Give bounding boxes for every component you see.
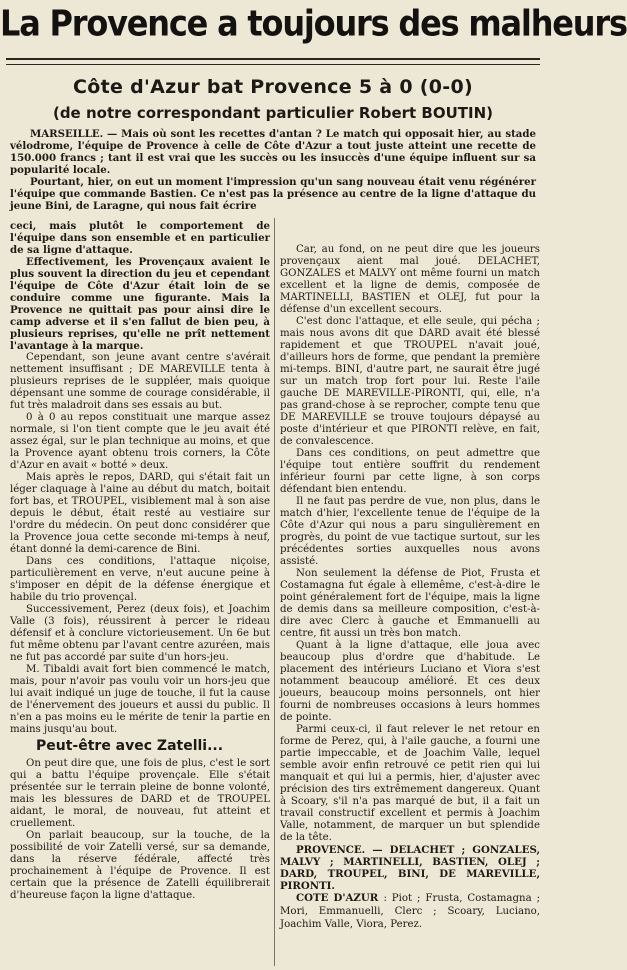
left-paragraph: On parlait beaucoup, sur la touche, de la possibilité de voir Zatelli versé, sur sa demande, dans la réserve fédérale, affecté très prochainement à l'équipe de Provence. Il est certain que la présence de Zatelli équilibrerait d'heureuse façon la ligne d'attaque. bbox=[10, 830, 270, 901]
team-name: PROVENCE. bbox=[296, 844, 366, 856]
right-paragraph: C'est donc l'attaque, et elle seule, qui pécha ; mais nous avons dit que DARD avait été blessé rapidement et que TROUPEL n'avait joué, d'ailleurs hors de forme, que pendant la première mi-temps. BINI, d'autre part, ne saurait être jugé sur un match trop fort pour lui. Reste l'aile gauche DE MAREVILLE-PIRONTI, qui, elle, n'a pas grand-chose à se reprocher, compte tenu que DE MAREVILLE se trouve toujours dépaysé au poste d'intérieur et que PIRONTI relève, en fait, de convalescence. bbox=[280, 316, 540, 447]
intro-paragraph: MARSEILLE. — Mais où sont les recettes d'antan ? Le match qui opposait hier, au stade vélodrome, l'équipe de Provence à celle de Côte d'Azur a tout juste atteint une recette de 150.000 francs ; tant il est vrai que les succès ou les insuccès d'une équipe influent sur sa popularité locale. bbox=[10, 128, 536, 176]
right-paragraph: Quant à la ligne d'attaque, elle joua avec beaucoup plus d'ordre que d'habitude. Le placement des intérieurs Luciano et Viora s'est notamment beaucoup amélioré. Et ces deux joueurs, beaucoup moins personnels, ont hier fourni de nombreuses occasions à leurs hommes de pointe. bbox=[280, 640, 540, 723]
lineup-cote-azur bbox=[280, 892, 540, 931]
section-heading: Peut-être avec Zatelli... bbox=[36, 738, 224, 754]
left-paragraph: M. Tibaldi avait fort bien commencé le match, mais, pour n'avoir pas voulu voir un hors-jeu que lui avait indiqué un juge de touche, il fut la cause de l'énervement des joueurs et aussi du public. Il n'en a pas moins eu le mérite de tenir la partie en mains jusqu'au bout. bbox=[10, 664, 270, 735]
intro-paragraphs bbox=[10, 128, 536, 212]
intro-paragraph: Pourtant, hier, on eut un moment l'impression qu'un sang nouveau était venu régénérer l'équipe que commande Bastien. Ce n'est pas la présence au centre de la ligne d'attaque du jeune Bini, de Laragne, qui nous fait écrire bbox=[10, 176, 536, 212]
lineup-provence bbox=[280, 844, 540, 892]
subheadline: Côte d'Azur bat Provence 5 à 0 (0-0) bbox=[73, 76, 473, 98]
left-paragraph: On peut dire que, une fois de plus, c'est le sort qui a battu l'équipe provençale. Elle s'était présentée sur le terrain pleine de bonne volonté, mais les blessures de DARD et de TROUPEL aidant, le moral, de nouveau, fut atteint et cruellement. bbox=[10, 758, 270, 829]
left-box-paragraph: ceci, mais plutôt le comportement de l'équipe dans son ensemble et en particulier de sa ligne d'attaque. bbox=[10, 220, 270, 256]
right-paragraph: Car, au fond, on ne peut dire que les joueurs provençaux aient mal joué. DELACHET, GONZALES et MALVY ont même fourni un match excellent et la ligne de demis, composée de MARTINELLI, BASTIEN et OLEJ, fut pour la défense d'un excellent secours. bbox=[280, 244, 540, 315]
left-paragraph: Dans ces conditions, l'attaque niçoise, particulièrement en verve, n'eut aucune peine à s'imposer en dépit de la défense énergique et habile du trio provençal. bbox=[10, 556, 270, 603]
right-paragraph: Il ne faut pas perdre de vue, non plus, dans le match d'hier, l'excellente tenue de l'équipe de la Côte d'Azur qui nous a paru singulièrement en progrès, du point de vue tactique surtout, sur les précédentes sorties auxquelles nous avons assisté. bbox=[280, 496, 540, 567]
right-paragraph: Non seulement la défense de Piot, Frusta et Costamagna fut égale à ellemême, c'est-à-dire le point généralement fort de l'équipe, mais la ligne de demis dans sa meilleure composition, c'est-à-dire avec Clerc à gauche et Emmanuelli au centre, fit aussi un très bon match. bbox=[280, 568, 540, 639]
byline: (de notre correspondant particulier Robert BOUTIN) bbox=[52, 104, 494, 122]
left-column bbox=[10, 220, 270, 902]
left-paragraph: 0 à 0 au repos constituait une marque assez normale, si l'on tient compte que le jeu avait été assez égal, sur le plan technique au moins, et que la Provence ayant obtenu trois corners, la Côte d'Azur en avait « botté » deux. bbox=[10, 412, 270, 471]
right-paragraph: Parmi ceux-ci, il faut relever le net retour en forme de Perez, qui, à l'aile gauche, a fourni une partie impeccable, et de Joachim Valle, lequel semble avoir enfin retrouvé ce petit rien qui lui manquait et qui lui a permis, hier, d'ajuster avec précision des tirs extrêmement dangereux. Quant à Scoary, s'il n'a pas marqué de but, il a fait un travail constructif excellent et permis à Joachim Valle, notamment, de marquer un but splendide de la tête. bbox=[280, 724, 540, 843]
left-paragraph: Mais après le repos, DARD, qui s'était fait un léger claquage à l'aine au début du match, boitait fort bas, et TROUPEL, visiblement mal à son aise depuis le début, était resté au vestiaire sur l'ordre du médecin. On peut donc considérer que la Provence joua cette seconde mi-temps à neuf, étant donné la demi-carence de Bini. bbox=[10, 472, 270, 555]
left-paragraph: Successivement, Perez (deux fois), et Joachim Valle (3 fois), réussirent à percer le rideau défensif et à conclure victorieusement. Un 6e but fut même obtenu par l'avant centre azuréen, mais ne fut pas accordé par suite d'un hors-jeu. bbox=[10, 604, 270, 663]
lineups bbox=[280, 844, 540, 931]
left-box-paragraph: Effectivement, les Provençaux avaient le plus souvent la direction du jeu et cependant l'équipe de Côte d'Azur était loin de se conduire comme une figurante. Mais la Provence ne quittait pas pour ainsi dire le camp adverse et il s'en fallut de bien peu, à plusieurs reprises, qu'elle ne prît nettement l'avantage à la marque. bbox=[10, 256, 270, 352]
left-paragraph: Cependant, son jeune avant centre s'avérait nettement insuffisant ; DE MAREVILLE tenta à plusieurs reprises de le suppléer, mais quoique dépensant une somme de courage considérable, il fut très maladroit dans ses essais au but. bbox=[10, 352, 270, 411]
headline-rule bbox=[6, 58, 540, 60]
right-paragraph: Dans ces conditions, on peut admettre que l'équipe tout entière souffrit du rendement inférieur fourni par cette ligne, à son corps défendant bien entendu. bbox=[280, 448, 540, 495]
team-players: — DELACHET ; GONZALES, MALVY ; MARTINELLI, BASTIEN, OLEJ ; DARD, TROUPEL, BINI, DE MAREVILLE, PIRONTI. bbox=[280, 844, 540, 892]
right-column bbox=[280, 244, 540, 931]
team-players: : Piot ; Frusta, Costamagna ; Mori, Emmanuelli, Clerc ; Scoary, Luciano, Joachim Valle, Viora, Perez. bbox=[280, 893, 540, 930]
headline-rule-thin bbox=[6, 64, 540, 65]
team-name: COTE D'AZUR bbox=[296, 892, 379, 904]
headline: La Provence a toujours des malheurs bbox=[0, 1, 627, 45]
left-box bbox=[10, 220, 270, 352]
column-separator bbox=[274, 218, 275, 966]
